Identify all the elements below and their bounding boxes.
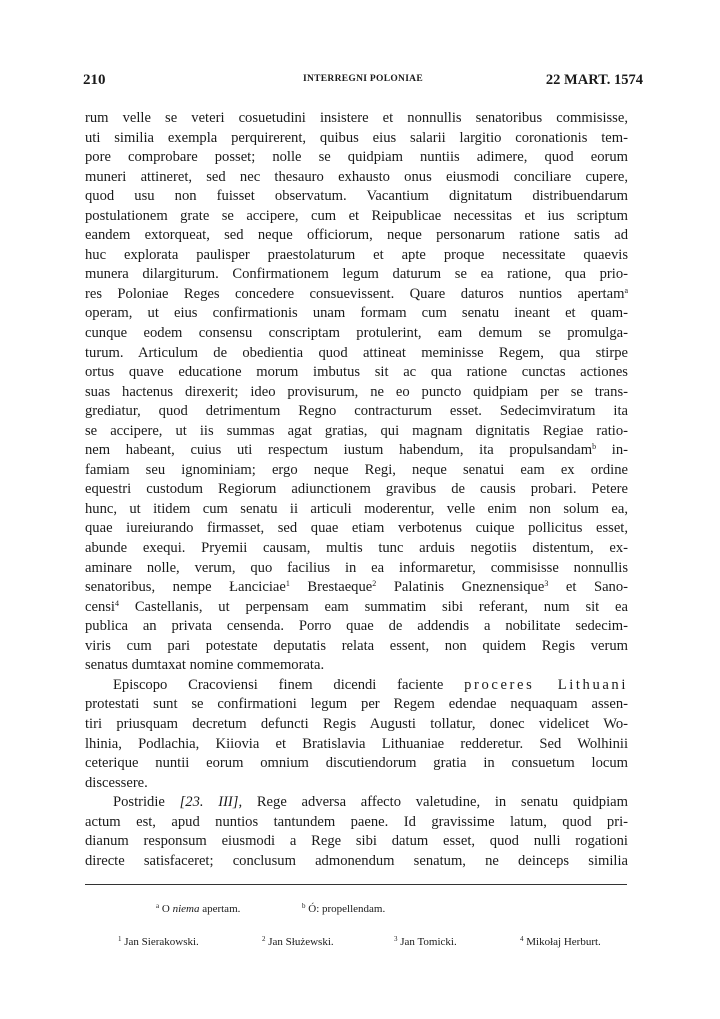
text-line: quae iureiurando firmasset, sed quae etiam verbotenus cuique pollicitus esset, [85, 520, 628, 537]
text-line: suas hactenus direxerit; ideo provisurum, ne eo puncto quidpiam per se trans- [85, 383, 628, 400]
text-fragment: Episcopo Cracoviensi finem dicendi faciente [113, 676, 444, 693]
footnote-3 [394, 935, 457, 949]
note-mark-b: b [592, 442, 597, 452]
main-text [85, 109, 628, 871]
text-line [85, 598, 628, 618]
text-line: munera dilargiturum. Confirmationem legum daturum se ea ratione, qua prio- [85, 266, 628, 283]
footnote-ref-2: 2 [372, 579, 377, 589]
page-number: 210 [83, 72, 106, 88]
text-line: actum est, apud nuntios tantundem paene. Id gravissime latum, quod pri- [85, 813, 628, 830]
text-line [85, 793, 628, 813]
text-line: cunque eodem consensu conscriptam protulerint, eam demum se promulga- [85, 325, 628, 342]
text-fragment: in- [611, 442, 628, 459]
text-line: uti similia exempla perquirerent, quibus eius salarii largitio coronationis tem- [85, 129, 628, 146]
text-fragment: censi [85, 598, 115, 615]
footnote-divider [85, 884, 627, 885]
text-line [85, 441, 628, 461]
footnote-ref-1: 1 [285, 579, 290, 589]
text-line: grediatur, quod detrimentum Regno contracturum esset. Sedecimviratum ita [85, 403, 628, 420]
apparatus-word: apertam. [202, 903, 241, 915]
footnote-mark: 2 [262, 935, 266, 943]
text-line: turum. Articulum de obedientia quod attineat meminisse Regem, qua stirpe [85, 344, 628, 361]
text-line: pore comprobare posset; nolle se quidpiam nuntiis adimere, quod eorum [85, 149, 628, 166]
footnote-mark: 4 [520, 935, 524, 943]
header-date: 22 MART. 1574 [545, 72, 643, 88]
footnote-text: Jan Służewski. [268, 936, 334, 948]
footnote-mark: 1 [118, 935, 122, 943]
text-fragment: res Poloniae Reges concedere consuevissent. Quare daturos nuntios apertam [85, 285, 625, 302]
footnote-ref-3: 3 [544, 579, 549, 589]
text-line: publica an privata censenda. Porro quae de addendis a nobilitate sedecim- [85, 618, 628, 635]
text-fragment: Postridie [113, 794, 165, 811]
apparatus-term: niema [172, 903, 200, 915]
footnote-1 [118, 935, 199, 949]
apparatus-note-b [302, 902, 385, 916]
running-header [83, 72, 643, 92]
text-line: famiam seu ignominiam; ergo neque Regi, neque senatui eam ex ordine [85, 461, 628, 478]
text-line: eandem extorqueat, sed neque officiorum, neque personarum ratione satis ad [85, 227, 628, 244]
apparatus-note-a [156, 902, 240, 916]
text-line: ortus quave educatione morum imbutus sit ac qua ratione cunctas actiones [85, 364, 628, 381]
footnote-text: Jan Tomicki. [400, 936, 457, 948]
date-insertion: [23. III], [179, 794, 243, 811]
running-title: INTERREGNI POLONIAE [303, 74, 423, 84]
text-line: aminare nolle, verum, quo facilius in ea informaretur, commisisse nonnullis [85, 559, 628, 576]
text-fragment: Rege adversa affecto valetudine, in senatu quidpiam [256, 794, 628, 811]
text-line: directe satisfaceret; conclusum admonendum senatum, ne deinceps similia [85, 852, 628, 869]
text-line: equestri custodum Regiorum adiunctionem gravibus de causis probari. Petere [85, 481, 628, 498]
text-fragment: et Sano- [565, 579, 629, 596]
apparatus-sigla: O [161, 903, 170, 915]
text-line: abunde exequi. Pryemii causam, multis tunc arduis negotiis distentum, ex- [85, 540, 628, 557]
note-mark-a: a [624, 285, 628, 295]
text-fragment: nem habeant, cuius uti respectum iustum habendum, ita propulsandam [85, 442, 593, 459]
text-line: lhinia, Podlachia, Kiiovia et Bratislavia Lithuaniae redderetur. Sed Wolhinii [85, 735, 628, 752]
footnote-mark: 3 [394, 935, 398, 943]
text-line: postulationem grate se accipere, cum et Reipublicae necessitas et ius scriptum [85, 207, 628, 224]
text-line [85, 578, 628, 598]
text-fragment: senatoribus, nempe Łanciciae [85, 579, 286, 596]
text-line: se accipere, ut iis summas agat gratias, qui magnam dignitatis Regiae ratio- [85, 422, 628, 439]
text-line: hunc, ut itidem cum senatu ii articuli moderentur, velle enim non solum ea, [85, 500, 628, 517]
footnote-ref-4: 4 [115, 598, 119, 608]
text-line: dianum responsum eiusmodi a Rege sibi datum esset, quod nulli rogationi [85, 833, 628, 850]
text-line [85, 676, 628, 696]
text-line [85, 285, 628, 305]
apparatus-text: Ó: propellendam. [308, 903, 386, 915]
text-line: ceterique nuntii eorum omnium discutiendorum gratia in consuetum locum [85, 755, 628, 772]
text-line: quod usu non fuisset observatum. Vacantium dignitatum distribuendarum [85, 188, 628, 205]
text-line: operam, ut eius confirmationis unam formam cum senatu ineant et quam- [85, 305, 628, 322]
text-fragment: Castellanis, ut perpensam eam summatim sibi referant, num sit ea [134, 598, 628, 615]
text-line: protestati sunt se confirmationi legum per Regem edendae nequaquam assen- [85, 696, 628, 713]
text-fragment: Palatinis Gneznensique [393, 579, 545, 596]
text-line: discessere. [85, 774, 148, 791]
text-line: huc explorata paulisper praestolaturum et apte proque necessitate quaevis [85, 246, 628, 263]
footnote-2 [262, 935, 334, 949]
footnote-4 [520, 935, 601, 949]
text-line: senatus dumtaxat nomine commemorata. [85, 657, 325, 674]
apparatus-mark: a [156, 902, 160, 910]
apparatus-mark: b [302, 902, 306, 910]
text-fragment: Brestaeque [307, 579, 373, 596]
text-line: viris cum pari potestate deputatis relata essent, non quidem Regis verum [85, 637, 628, 654]
text-line: rum velle se veteri cosuetudini insistere et nonnullis senatoribus commisisse, [85, 110, 628, 126]
text-line: muneri attineret, sed nec thesauro exhausto onus eiusmodi conciliare cupere, [85, 168, 628, 185]
footnote-text: Jan Sierakowski. [124, 936, 199, 948]
spaced-text: proceres Lithuani [464, 676, 628, 693]
text-line: tiri priusquam decretum defuncti Regis Augusti tollatur, donec videlicet Wo- [85, 715, 628, 732]
footnote-text: Mikołaj Herburt. [526, 936, 601, 948]
